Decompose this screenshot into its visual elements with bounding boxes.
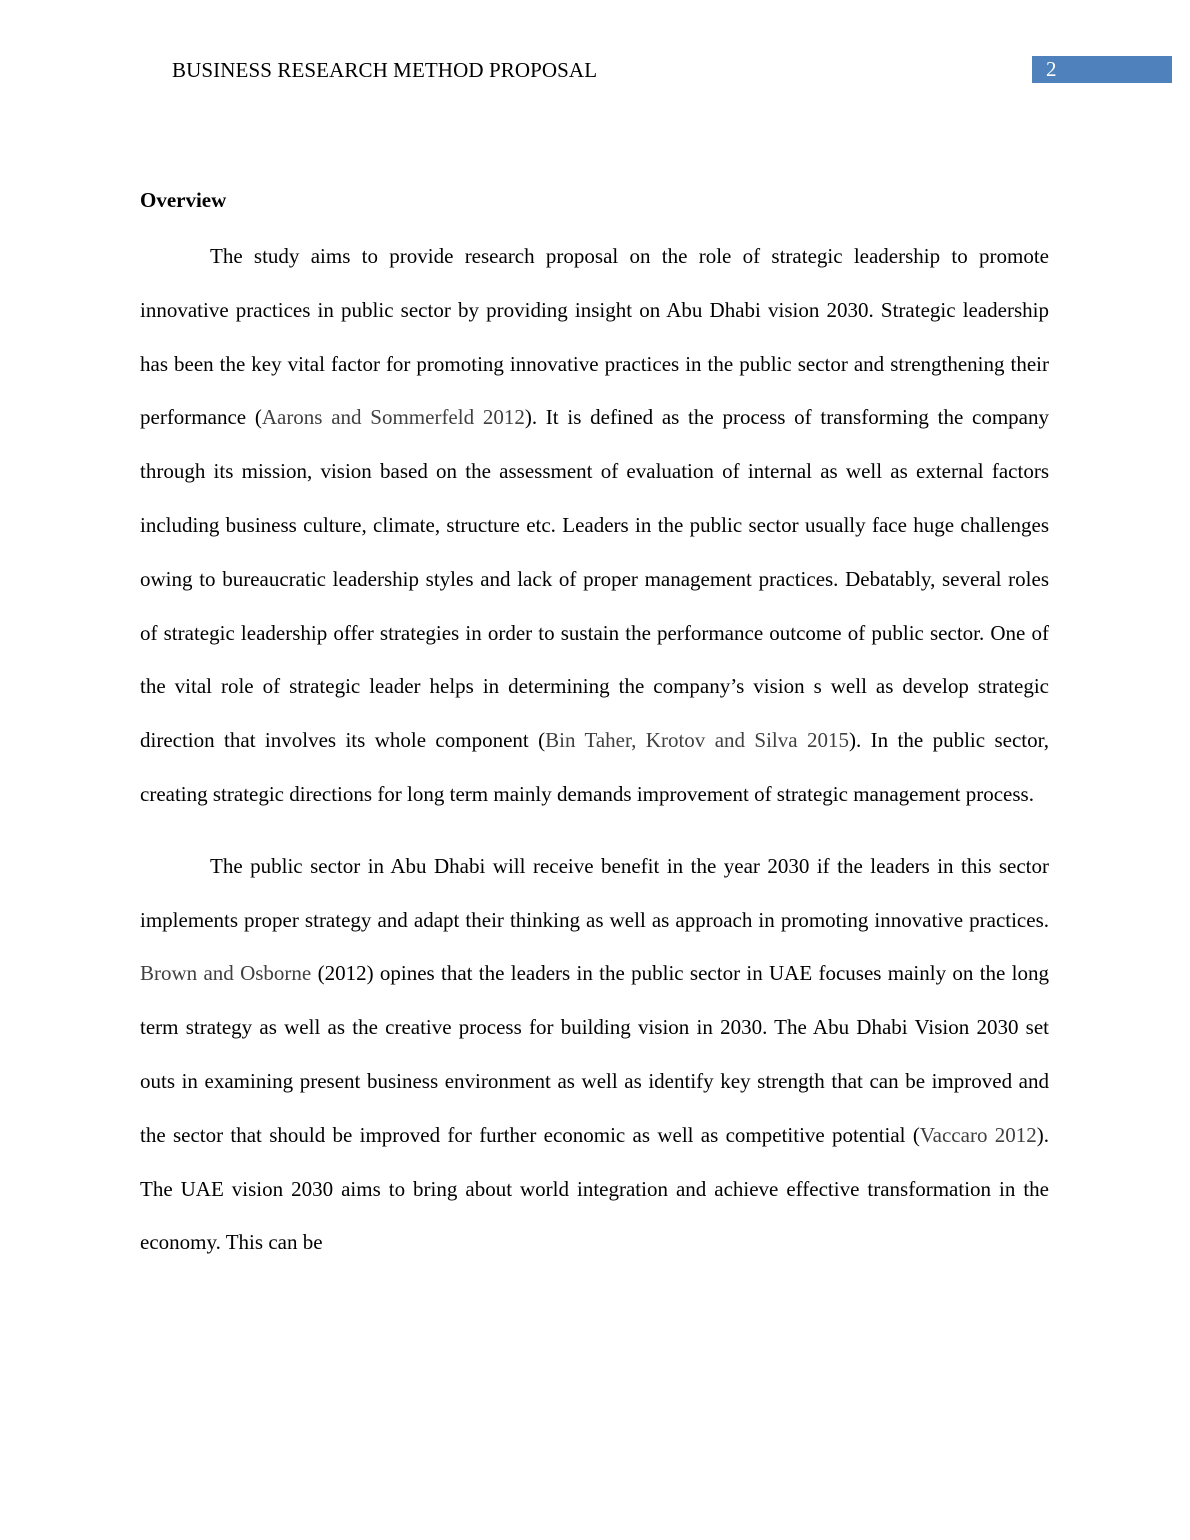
- page-header: [0, 56, 1190, 84]
- paragraph-text: The public sector in Abu Dhabi will receive benefit in the year 2030 if the leaders in this sector implements proper strategy and adapt their thinking as well as approach in promoting innovative practices.: [140, 853, 1049, 932]
- paragraph-text: (2012) opines that the leaders in the public sector in UAE focuses mainly on the long term strategy as well as the creative process for building vision in 2030. The Abu Dhabi Vision 2030 set outs in examining present business environment as well as identify key strength that can be improved and the sector that should be improved for further economic as well as competitive potential (: [140, 961, 1049, 1147]
- paragraph-2: [140, 840, 1049, 1270]
- citation: Bin Taher, Krotov and Silva 2015: [545, 728, 849, 753]
- paragraph-text: The study aims to provide research proposal on the role of strategic leadership to promote innovative practices in public sector by providing insight on Abu Dhabi vision 2030. Strategic leadership has been the key vital factor for promoting innovative practices in the public sector and strengthening their performance (: [140, 244, 1049, 430]
- paragraph-text: ). In the public sector, creating strategic directions for long term mainly demands improvement of strategic management process.: [140, 728, 1049, 806]
- paragraph-text: ). It is defined as the process of transforming the company through its mission, vision based on the assessment of evaluation of internal as well as external factors including business culture, climate, structure etc. Leaders in the public sector usually face huge challenges owing to bureaucratic leadership styles and lack of proper management practices. Debatably, several roles of strategic leadership offer strategies in order to sustain the performance outcome of public sector. One of the vital role of strategic leader helps in determining the company’s vision s well as develop strategic direction that involves its whole component (: [140, 405, 1049, 753]
- paragraph-1: [140, 230, 1049, 822]
- document-body: [140, 184, 1049, 1288]
- section-heading: Overview: [140, 188, 227, 212]
- citation: Brown and Osborne: [140, 961, 312, 986]
- page-number-box: [1032, 56, 1172, 83]
- citation: Vaccaro 2012: [919, 1122, 1037, 1147]
- citation: Aarons and Sommerfeld 2012: [261, 405, 525, 430]
- page-number: 2: [1046, 57, 1057, 81]
- running-head-title: BUSINESS RESEARCH METHOD PROPOSAL: [172, 58, 598, 82]
- paragraph-text: ). The UAE vision 2030 aims to bring about world integration and achieve effective transformation in the economy. This can be: [140, 1122, 1049, 1255]
